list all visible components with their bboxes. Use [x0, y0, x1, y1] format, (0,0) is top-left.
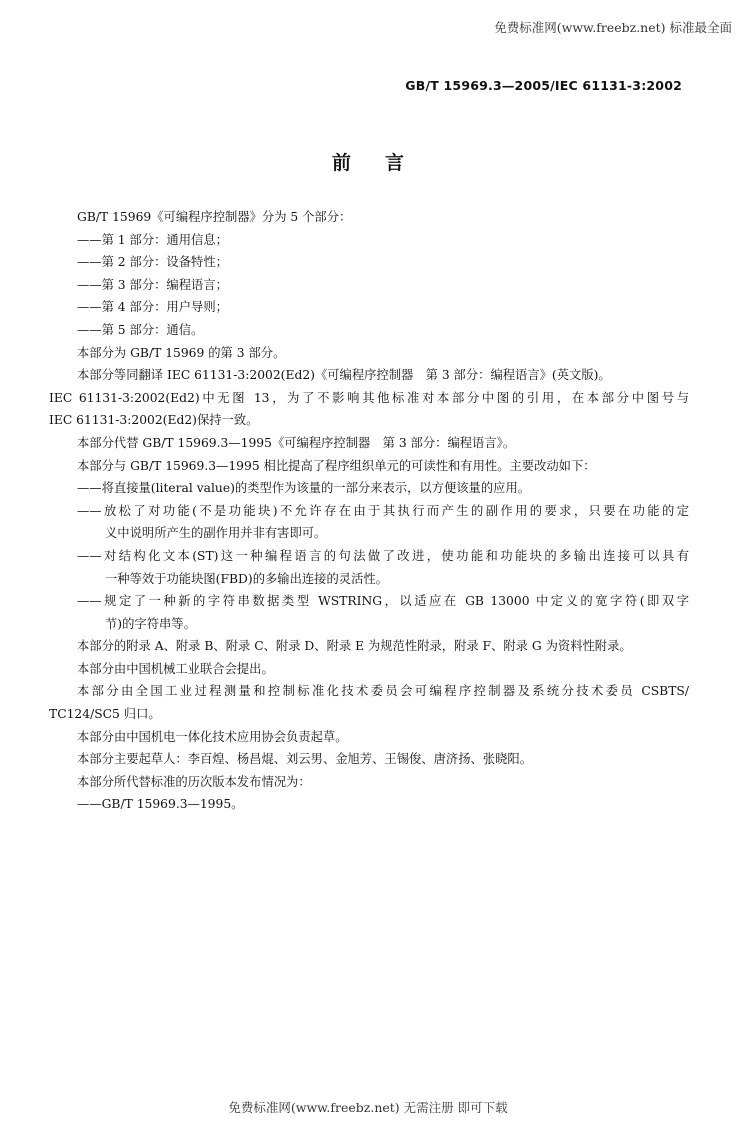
standard-code: GB/T 15969.3—2005/IEC 61131-3:2002: [405, 78, 682, 93]
paragraph-line: 本部分代替 GB/T 15969.3—1995《可编程序控制器 第 3 部分：编程语言》。: [77, 435, 516, 450]
paragraph-line: IEC 61131-3:2002(Ed2)中无图 13，为了不影响其他标准对本部分中图的引用，在本部分中图号与: [49, 390, 689, 405]
paragraph-line: 本部分与 GB/T 15969.3—1995 相比提高了程序组织单元的可读性和有用性。主要改动如下：: [77, 458, 596, 473]
paragraph-line: 本部分的附录 A、附录 B、附录 C、附录 D、附录 E 为规范性附录，附录 F、附录 G 为资料性附录。: [77, 639, 632, 654]
paragraph-line: IEC 61131-3:2002(Ed2)保持一致。: [49, 413, 259, 428]
footer-watermark: 免费标准网(www.freebz.net) 无需注册 即可下载: [228, 1100, 508, 1115]
paragraph-line: TC124/SC5 归口。: [49, 707, 161, 722]
paragraph-line: 本部分由中国机电一体化技术应用协会负责起草。: [77, 729, 348, 744]
paragraph-line: 本部分等同翻译 IEC 61131-3:2002(Ed2)《可编程序控制器 第 3 部分：编程语言》(英文版)。: [77, 368, 611, 383]
list-item: ——第 3 部分：编程语言；: [77, 277, 228, 292]
list-item-continuation: 节)的字符串等。: [105, 616, 196, 631]
paragraph-line: 本部分主要起草人：李百煌、杨昌焜、刘云男、金旭芳、王锡俊、唐济扬、张晓阳。: [77, 752, 532, 767]
list-item: ——GB/T 15969.3—1995。: [77, 797, 244, 812]
list-item: ——第 1 部分：通用信息；: [77, 232, 228, 247]
document-body: [49, 206, 689, 816]
list-item: ——将直接量(literal value)的类型作为该量的一部分来表示，以方便该量的应用。: [77, 481, 531, 496]
paragraph-line: 本部分由中国机械工业联合会提出。: [77, 661, 274, 676]
paragraph-line: GB/T 15969《可编程序控制器》分为 5 个部分：: [77, 210, 352, 224]
paragraph-line: 本部分为 GB/T 15969 的第 3 部分。: [77, 345, 286, 360]
list-item: ——第 4 部分：用户导则；: [77, 300, 228, 315]
list-item: ——第 5 部分：通信。: [77, 322, 204, 337]
paragraph-line: 本部分由全国工业过程测量和控制标准化技术委员会可编程序控制器及系统分技术委员 CSBTS/: [77, 684, 689, 699]
header-watermark: 免费标准网(www.freebz.net) 标准最全面: [494, 20, 732, 35]
page-title: 前言: [331, 152, 438, 174]
list-item-continuation: 义中说明所产生的副作用并非有害即可。: [105, 526, 327, 541]
list-item: ——对结构化文本(ST)这一种编程语言的句法做了改进，使功能和功能块的多输出连接可以具有: [77, 548, 689, 563]
list-item: ——规定了一种新的字符串数据类型 WSTRING，以适应在 GB 13000 中定义的宽字符(即双字: [77, 594, 689, 609]
paragraph-line: 本部分所代替标准的历次版本发布情况为：: [77, 774, 311, 789]
list-item: ——第 2 部分：设备特性；: [77, 255, 228, 270]
list-item: ——放松了对功能(不是功能块)不允许存在由于其执行而产生的副作用的要求，只要在功能的定: [77, 503, 689, 518]
list-item-continuation: 一种等效于功能块图(FBD)的多输出连接的灵活性。: [105, 571, 388, 586]
